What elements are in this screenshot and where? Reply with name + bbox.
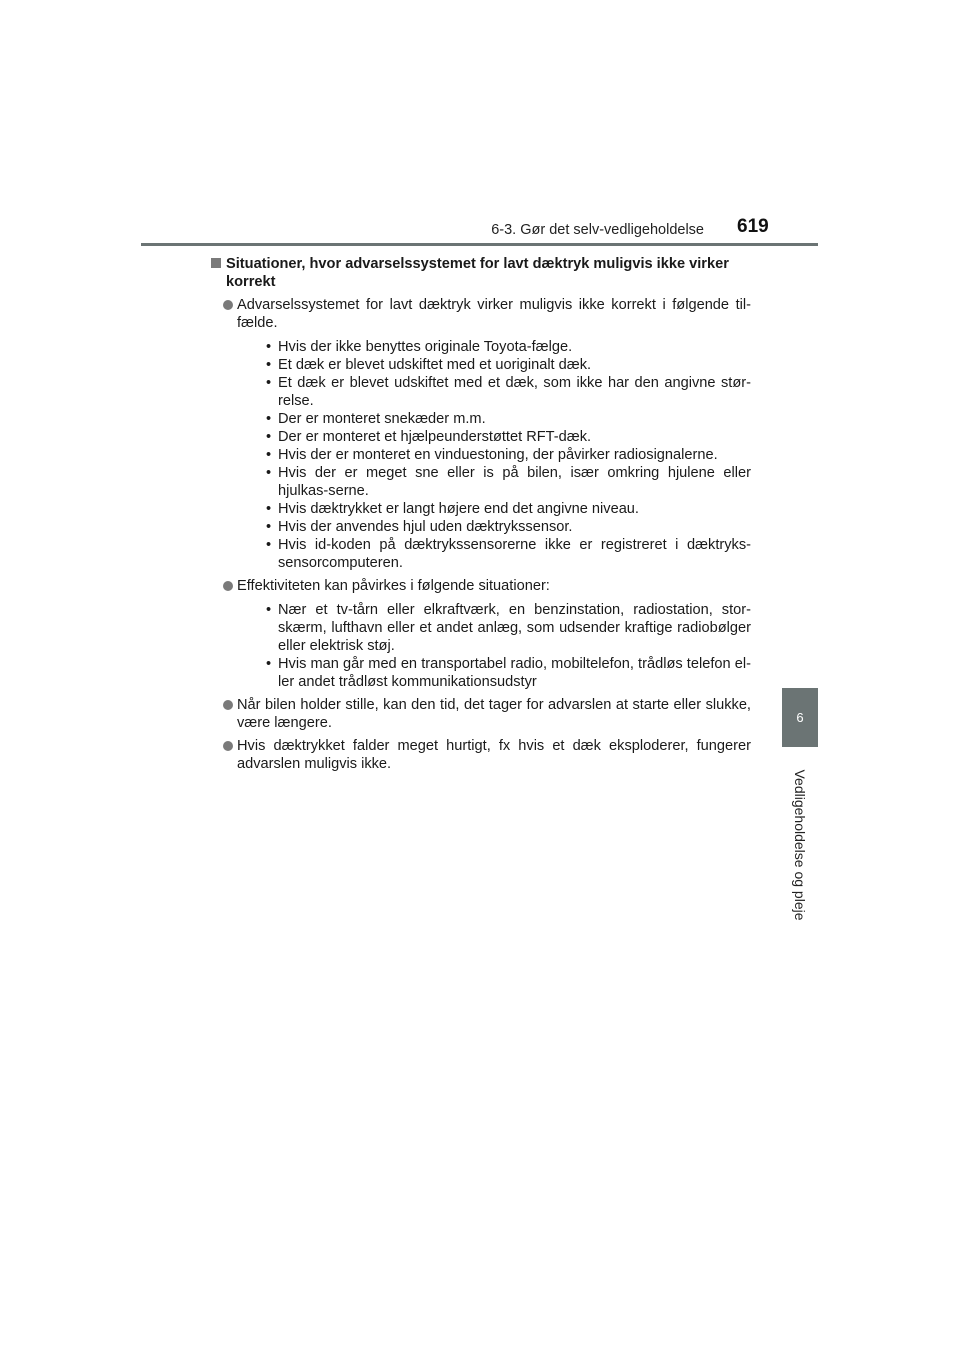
- sub-list-item-text: Hvis man går med en transportabel radio, mobiltelefon, trådløs telefon el-ler andet trådløst kommunikationsudstyr: [278, 656, 751, 690]
- sub-list-item-text: Hvis der er meget sne eller is på bilen, især omkring hjulene eller hjulkas-serne.: [278, 465, 751, 499]
- bullet-dot-icon: •: [266, 375, 272, 391]
- square-bullet-icon: [211, 258, 221, 268]
- bullet-dot-icon: •: [266, 357, 272, 373]
- main-content: [211, 255, 751, 773]
- page-number: 619: [737, 216, 769, 237]
- sub-list-item-text: Hvis der ikke benyttes originale Toyota-fælge.: [278, 339, 573, 355]
- list-item-text: Hvis dæktrykket falder meget hurtigt, fx hvis et dæk eksploderer, fungerer advarslen muligvis ikke.: [237, 738, 751, 772]
- circle-bullet-icon: [223, 700, 233, 710]
- sub-list-item: [263, 338, 751, 356]
- sub-list-item-text: Nær et tv-tårn eller elkraftværk, en benzinstation, radiostation, stor-skærm, lufthavn eller et andet anlæg, som udsender kraftige radiobølger eller elektrisk støj.: [278, 602, 751, 654]
- bullet-dot-icon: •: [266, 602, 272, 618]
- bullet-dot-icon: •: [266, 411, 272, 427]
- bullet-dot-icon: •: [266, 501, 272, 517]
- list-item: [211, 737, 751, 773]
- sub-list: [237, 601, 751, 691]
- chapter-tab: [782, 688, 818, 747]
- list-item: [211, 696, 751, 732]
- bullet-dot-icon: •: [266, 429, 272, 445]
- sub-list-item: [263, 655, 751, 691]
- item-list: [211, 296, 751, 773]
- list-item: [211, 296, 751, 572]
- sub-list-item-text: Hvis id-koden på dæktrykssensorerne ikke er registreret i dæktryks-sensorcomputeren.: [278, 537, 751, 571]
- circle-bullet-icon: [223, 300, 233, 310]
- sub-list-item-text: Hvis der er monteret en vinduestoning, der påvirker radiosignalerne.: [278, 447, 718, 463]
- bullet-dot-icon: •: [266, 447, 272, 463]
- sub-list-item: [263, 536, 751, 572]
- sub-list-item-text: Der er monteret snekæder m.m.: [278, 411, 486, 427]
- sub-list-item: [263, 464, 751, 500]
- sub-list-item: [263, 518, 751, 536]
- section-title: 6-3. Gør det selv-vedligeholdelse: [491, 222, 704, 238]
- sub-list-item: [263, 374, 751, 410]
- circle-bullet-icon: [223, 581, 233, 591]
- sub-list-item: [263, 500, 751, 518]
- sub-list-item: [263, 601, 751, 655]
- bullet-dot-icon: •: [266, 465, 272, 481]
- sub-list-item-text: Et dæk er blevet udskiftet med et uoriginalt dæk.: [278, 357, 592, 373]
- sub-list: [237, 338, 751, 572]
- bullet-dot-icon: •: [266, 339, 272, 355]
- bullet-dot-icon: •: [266, 519, 272, 535]
- circle-bullet-icon: [223, 741, 233, 751]
- chapter-title: Vedligeholdelse og pleje: [792, 769, 808, 921]
- bullet-dot-icon: •: [266, 656, 272, 672]
- section-heading: [211, 255, 751, 291]
- sub-list-item: [263, 356, 751, 374]
- bullet-dot-icon: •: [266, 537, 272, 553]
- sub-list-item-text: Hvis der anvendes hjul uden dæktrykssensor.: [278, 519, 573, 535]
- list-item-text: Effektiviteten kan påvirkes i følgende situationer:: [237, 578, 550, 594]
- sub-list-item-text: Et dæk er blevet udskiftet med et dæk, som ikke har den angivne stør-relse.: [278, 375, 751, 409]
- list-item-text: Advarselssystemet for lavt dæktryk virker muligvis ikke korrekt i følgende til-fælde.: [237, 297, 751, 331]
- sub-list-item: [263, 410, 751, 428]
- sub-list-item: [263, 446, 751, 464]
- section-heading-text: Situationer, hvor advarselssystemet for lavt dæktryk muligvis ikke virker korrekt: [226, 256, 729, 290]
- chapter-number: 6: [796, 710, 804, 725]
- sub-list-item-text: Der er monteret et hjælpeunderstøttet RFT-dæk.: [278, 429, 592, 445]
- header-divider: [141, 243, 818, 246]
- list-item: [211, 577, 751, 691]
- list-item-text: Når bilen holder stille, kan den tid, det tager for advarslen at starte eller slukke, være længere.: [237, 697, 751, 731]
- sub-list-item: [263, 428, 751, 446]
- sub-list-item-text: Hvis dæktrykket er langt højere end det angivne niveau.: [278, 501, 639, 517]
